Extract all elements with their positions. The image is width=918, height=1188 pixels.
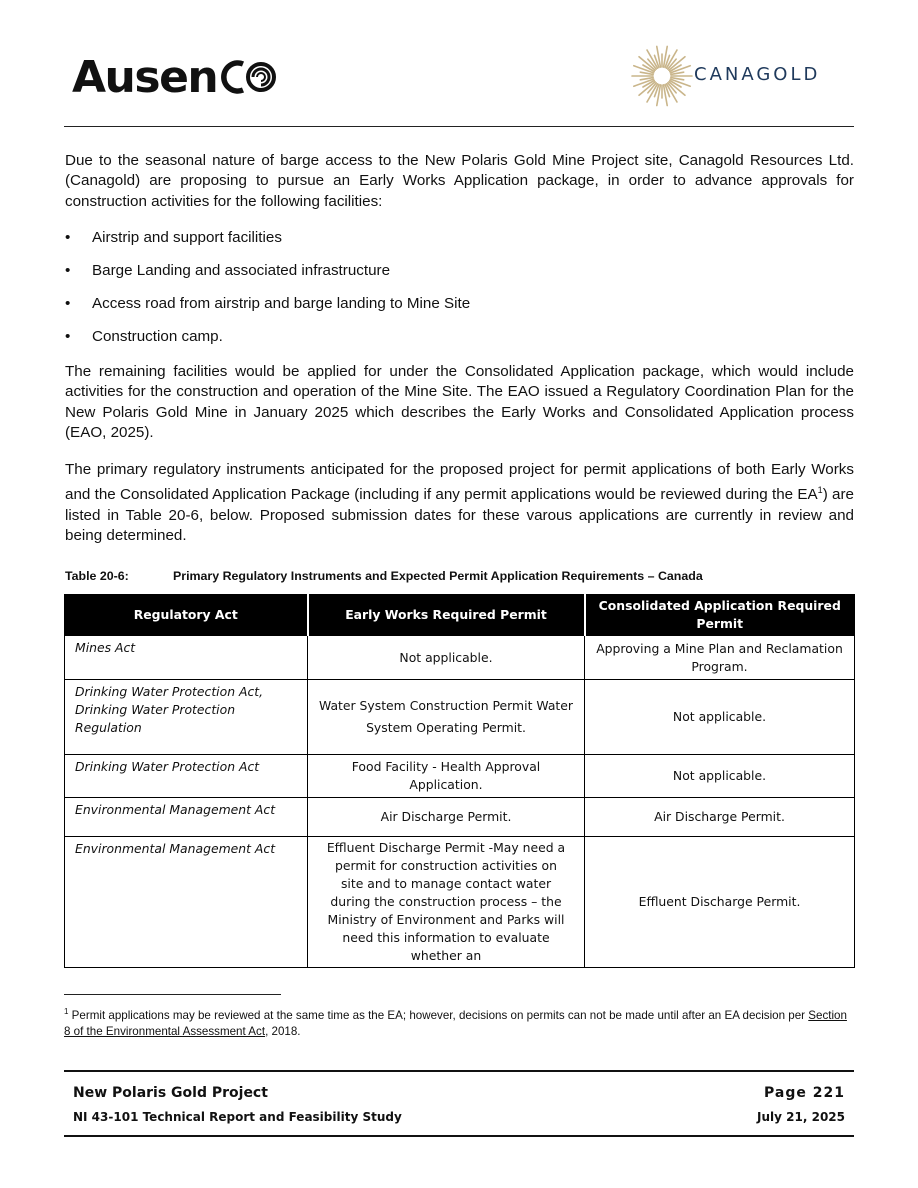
bullet-icon: • bbox=[65, 229, 71, 246]
table-number: Table 20-6: bbox=[65, 569, 129, 583]
bullet-text: Construction camp. bbox=[92, 328, 223, 345]
consolidated-cell: Not applicable. bbox=[585, 755, 855, 798]
canagold-wordmark: CANAGOLD bbox=[694, 64, 821, 85]
footnote-divider bbox=[64, 994, 281, 995]
early-works-cell: Effluent Discharge Permit -May need a permit for construction activities on site and to manage contact water during the construction process – the Ministry of Environment and Parks will need this information to evaluate whether an bbox=[308, 837, 585, 968]
header-divider bbox=[64, 126, 854, 127]
column-header: Early Works Required Permit bbox=[308, 595, 585, 636]
ausenco-co-mark-icon bbox=[217, 56, 279, 96]
bullet-text: Barge Landing and associated infrastructure bbox=[92, 262, 391, 279]
bullet-icon: • bbox=[65, 328, 71, 345]
table-title: Primary Regulatory Instruments and Expected Permit Application Requirements – Canada bbox=[173, 569, 703, 583]
footer-divider-bottom bbox=[64, 1135, 854, 1137]
footnote-marker: 1 bbox=[64, 1007, 69, 1016]
consolidated-cell: Air Discharge Permit. bbox=[585, 798, 855, 837]
footnote-link[interactable]: Section 8 of the Environmental Assessment Act bbox=[64, 1008, 847, 1039]
intro-paragraph: Due to the seasonal nature of barge access to the New Polaris Gold Mine Project site, Canagold Resources Ltd. (Canagold) are proposing to pursue an Early Works Application package, in order to advance approvals for construction activities for the following facilities: bbox=[65, 152, 854, 210]
regulatory-instruments-paragraph: The primary regulatory instruments anticipated for the proposed project for permit applications of both Early Works and the Consolidated Application Package (including if any permit applications would be reviewed during the $EA^1$) are listed in Table 20-6, below. Proposed submission dates for these varous applications are currently in review and being determined. bbox=[65, 461, 854, 544]
consolidated-cell: Not applicable. bbox=[585, 680, 855, 755]
consolidated-cell: Approving a Mine Plan and Reclamation Program. bbox=[585, 636, 855, 680]
column-header: Regulatory Act bbox=[65, 595, 308, 636]
regulatory-table bbox=[64, 594, 855, 968]
footer-project: New Polaris Gold Project bbox=[73, 1085, 268, 1101]
footer-page-number: Page 221 bbox=[764, 1085, 845, 1101]
early-works-cell: Food Facility - Health Approval Application. bbox=[308, 755, 585, 798]
ausenco-logo-text: Ausen bbox=[72, 52, 218, 103]
regulatory-act-cell: Environmental Management Act bbox=[65, 837, 308, 968]
bullet-icon: • bbox=[65, 262, 71, 279]
footnote-text: Permit applications may be reviewed at the same time as the EA; however, decisions on permits can not be made until after an EA decision per bbox=[68, 1008, 809, 1022]
regulatory-act-cell: Drinking Water Protection Act, Drinking Water Protection Regulation bbox=[65, 680, 308, 755]
footer-divider-top bbox=[64, 1070, 854, 1072]
table-row bbox=[65, 680, 855, 755]
ausenco-logo bbox=[72, 52, 279, 103]
regulatory-act-cell: Mines Act bbox=[65, 636, 308, 680]
footnote bbox=[64, 1004, 856, 1041]
table-row bbox=[65, 837, 855, 968]
footnote-ref[interactable]: 1 bbox=[817, 485, 823, 496]
regulatory-act-cell: Drinking Water Protection Act bbox=[65, 755, 308, 798]
early-works-cell: Air Discharge Permit. bbox=[308, 798, 585, 837]
footer-report: NI 43-101 Technical Report and Feasibility Study bbox=[73, 1110, 402, 1124]
sunburst-icon bbox=[630, 44, 694, 108]
table-row bbox=[65, 636, 855, 680]
remaining-facilities-paragraph: The remaining facilities would be applied for under the Consolidated Application package, which would include activities for the construction and operation of the Mine Site. The EAO issued a Regulatory Coordination Plan for the New Polaris Gold Mine in January 2025 which describes the Early Works and Consolidated Application process (EAO, 2025). bbox=[65, 363, 854, 441]
footnote-tail: , 2018. bbox=[265, 1025, 301, 1039]
bullet-text: Access road from airstrip and barge landing to Mine Site bbox=[92, 295, 471, 312]
table-row bbox=[65, 755, 855, 798]
permit-line: Water System Construction Permit Water bbox=[318, 698, 573, 713]
column-header: Consolidated Application Required Permit bbox=[585, 595, 855, 636]
bullet-icon: • bbox=[65, 295, 71, 312]
table-caption bbox=[65, 569, 703, 583]
bullet-text: Airstrip and support facilities bbox=[92, 229, 282, 246]
footer-date: July 21, 2025 bbox=[757, 1110, 845, 1124]
early-works-cell bbox=[308, 680, 585, 755]
permit-line: System Operating Permit. bbox=[366, 720, 526, 735]
regulatory-act-cell: Environmental Management Act bbox=[65, 798, 308, 837]
consolidated-cell: Effluent Discharge Permit. bbox=[585, 837, 855, 968]
table-header-row bbox=[65, 595, 855, 636]
table-row bbox=[65, 798, 855, 837]
early-works-cell: Not applicable. bbox=[308, 636, 585, 680]
